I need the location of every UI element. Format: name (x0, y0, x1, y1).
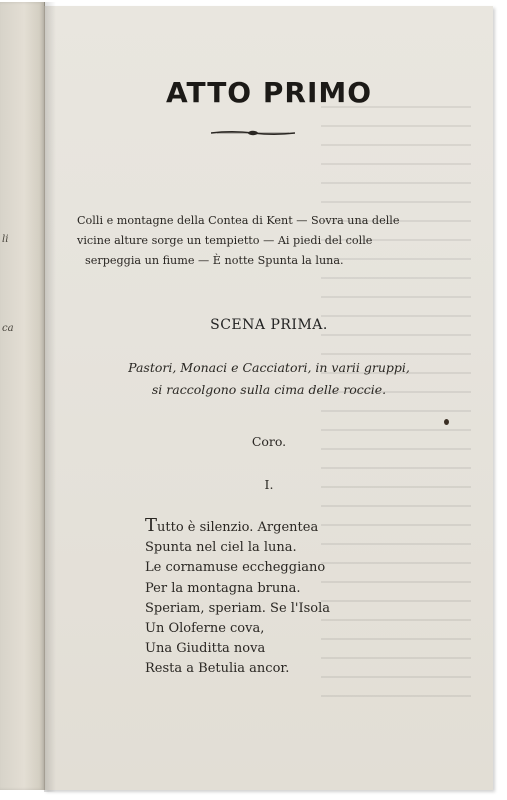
verse-line: Tutto è silenzio. Argentea (145, 515, 319, 536)
scene-heading: SCENA PRIMA. (210, 317, 328, 333)
scene-description-line: Pastori, Monaci e Cacciatori, in varii gruppi, (128, 360, 410, 375)
section-number: I. (264, 477, 274, 492)
stage-direction-line: Colli e montagne della Contea di Kent — Sovra una delle (77, 214, 400, 227)
facing-page-fragment: ca (2, 323, 14, 334)
chorus-heading: Coro. (251, 434, 287, 449)
stage-direction-line: serpeggia un fiume — È notte Spunta la luna. (85, 254, 344, 267)
stage-direction-line: vicine alture sorge un tempietto — Ai piedi del colle (77, 234, 373, 247)
facing-page-fragment: li (2, 234, 9, 245)
verse-line: Spunta nel ciel la luna. (145, 540, 297, 556)
title-ornament (211, 129, 295, 137)
verse-line: Resta a Betulia ancor. (145, 661, 290, 677)
show-through-texture (321, 106, 471, 706)
verse-line: Speriam, speriam. Se l'Isola (145, 600, 331, 616)
verse-block (145, 516, 330, 680)
verse-line: Un Oloferne cova, (145, 621, 265, 637)
scene-description-line: si raccolgono sulla cima delle roccie. (151, 382, 387, 397)
facing-page-edge (0, 2, 45, 790)
book-page (44, 6, 493, 790)
ink-spot (444, 419, 449, 425)
scene-description (45, 357, 493, 401)
verse-line: Per la montagna bruna. (145, 580, 301, 596)
verse-line: Le cornamuse eccheggiano (145, 560, 326, 576)
stage-direction (77, 211, 457, 271)
verse-line: Una Giuditta nova (145, 641, 266, 657)
act-title: ATTO PRIMO (165, 76, 373, 109)
